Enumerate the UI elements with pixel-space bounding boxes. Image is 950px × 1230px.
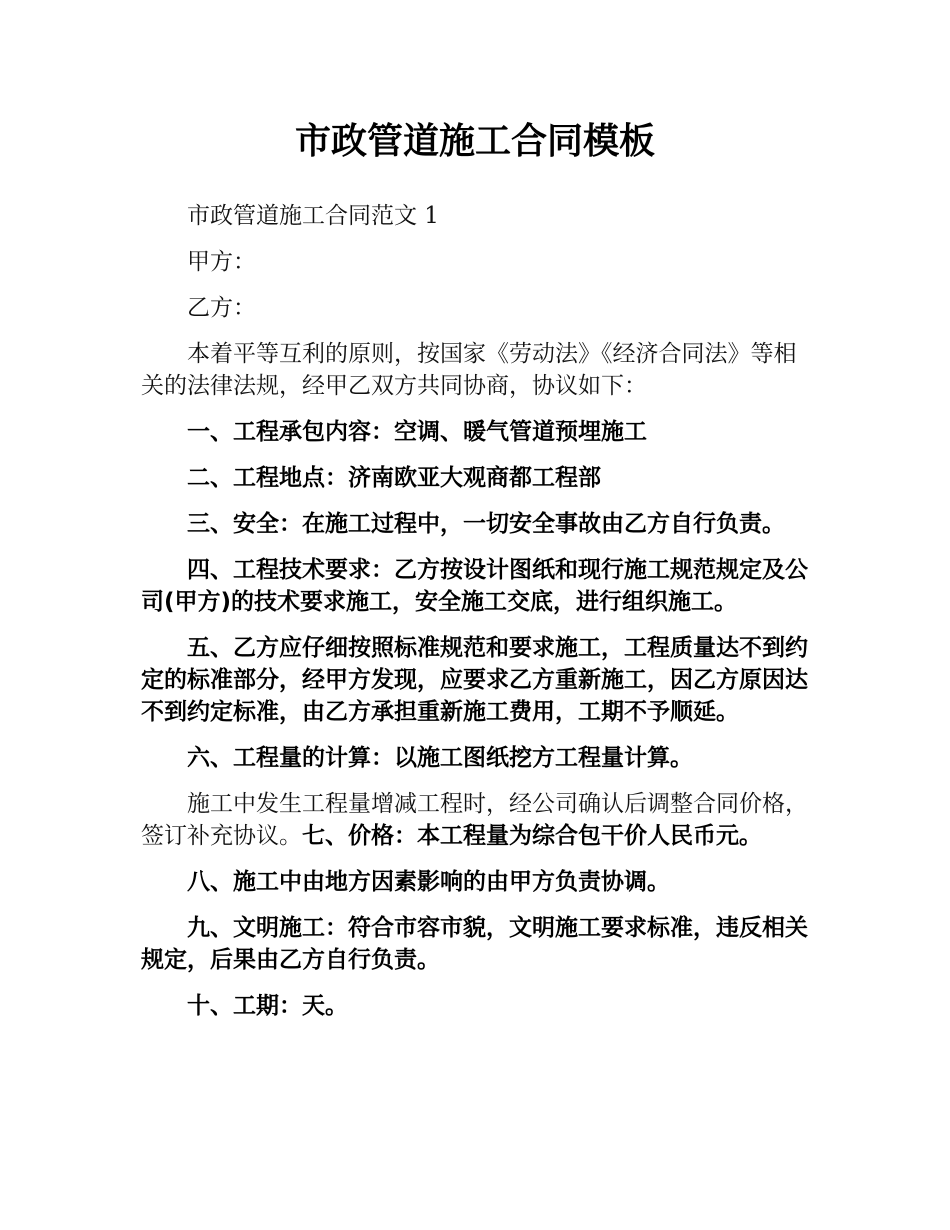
clause-1: 一、工程承包内容：空调、暖气管道预埋施工 [187,419,647,445]
adjustment-text: 施工中发生工程量增减工程时，经公司确认后调整合同价格，签订补充协议。 [141,791,808,849]
mixed-paragraph [141,788,811,852]
clause-10: 十、工期：天。 [187,993,348,1019]
clause-2: 二、工程地点：济南欧亚大观商都工程部 [187,465,601,491]
document-title: 市政管道施工合同模板 [294,121,655,162]
clause-3: 三、安全：在施工过程中，一切安全事故由乙方自行负责。 [187,511,785,537]
party-a-line: 甲方： [187,249,256,275]
clause-7: 七、价格：本工程量为综合包干价人民币元。 [302,823,762,849]
preamble-paragraph: 本着平等互利的原则，按国家《劳动法》《经济合同法》等相关的法律法规，经甲乙双方共同协商，协议如下： [141,341,797,399]
document-body [141,200,811,1036]
clause-8: 八、施工中由地方因素影响的由甲方负责协调。 [187,869,670,895]
party-b-line: 乙方： [187,295,256,321]
clause-5: 五、乙方应仔细按照标准规范和要求施工，工程质量达不到约定的标准部分，经甲方发现，应要求乙方重新施工，因乙方原因达不到约定标准，由乙方承担重新施工费用，工期不予顺延。 [141,635,808,725]
clause-9: 九、文明施工：符合市容市貌，文明施工要求标准，违反相关规定，后果由乙方自行负责。 [141,915,808,973]
clause-6: 六、工程量的计算：以施工图纸挖方工程量计算。 [187,745,693,771]
clause-4: 四、工程技术要求：乙方按设计图纸和现行施工规范规定及公司(甲方)的技术要求施工，安全施工交底，进行组织施工。 [141,557,808,615]
contract-subtitle: 市政管道施工合同范文 1 [187,203,439,229]
